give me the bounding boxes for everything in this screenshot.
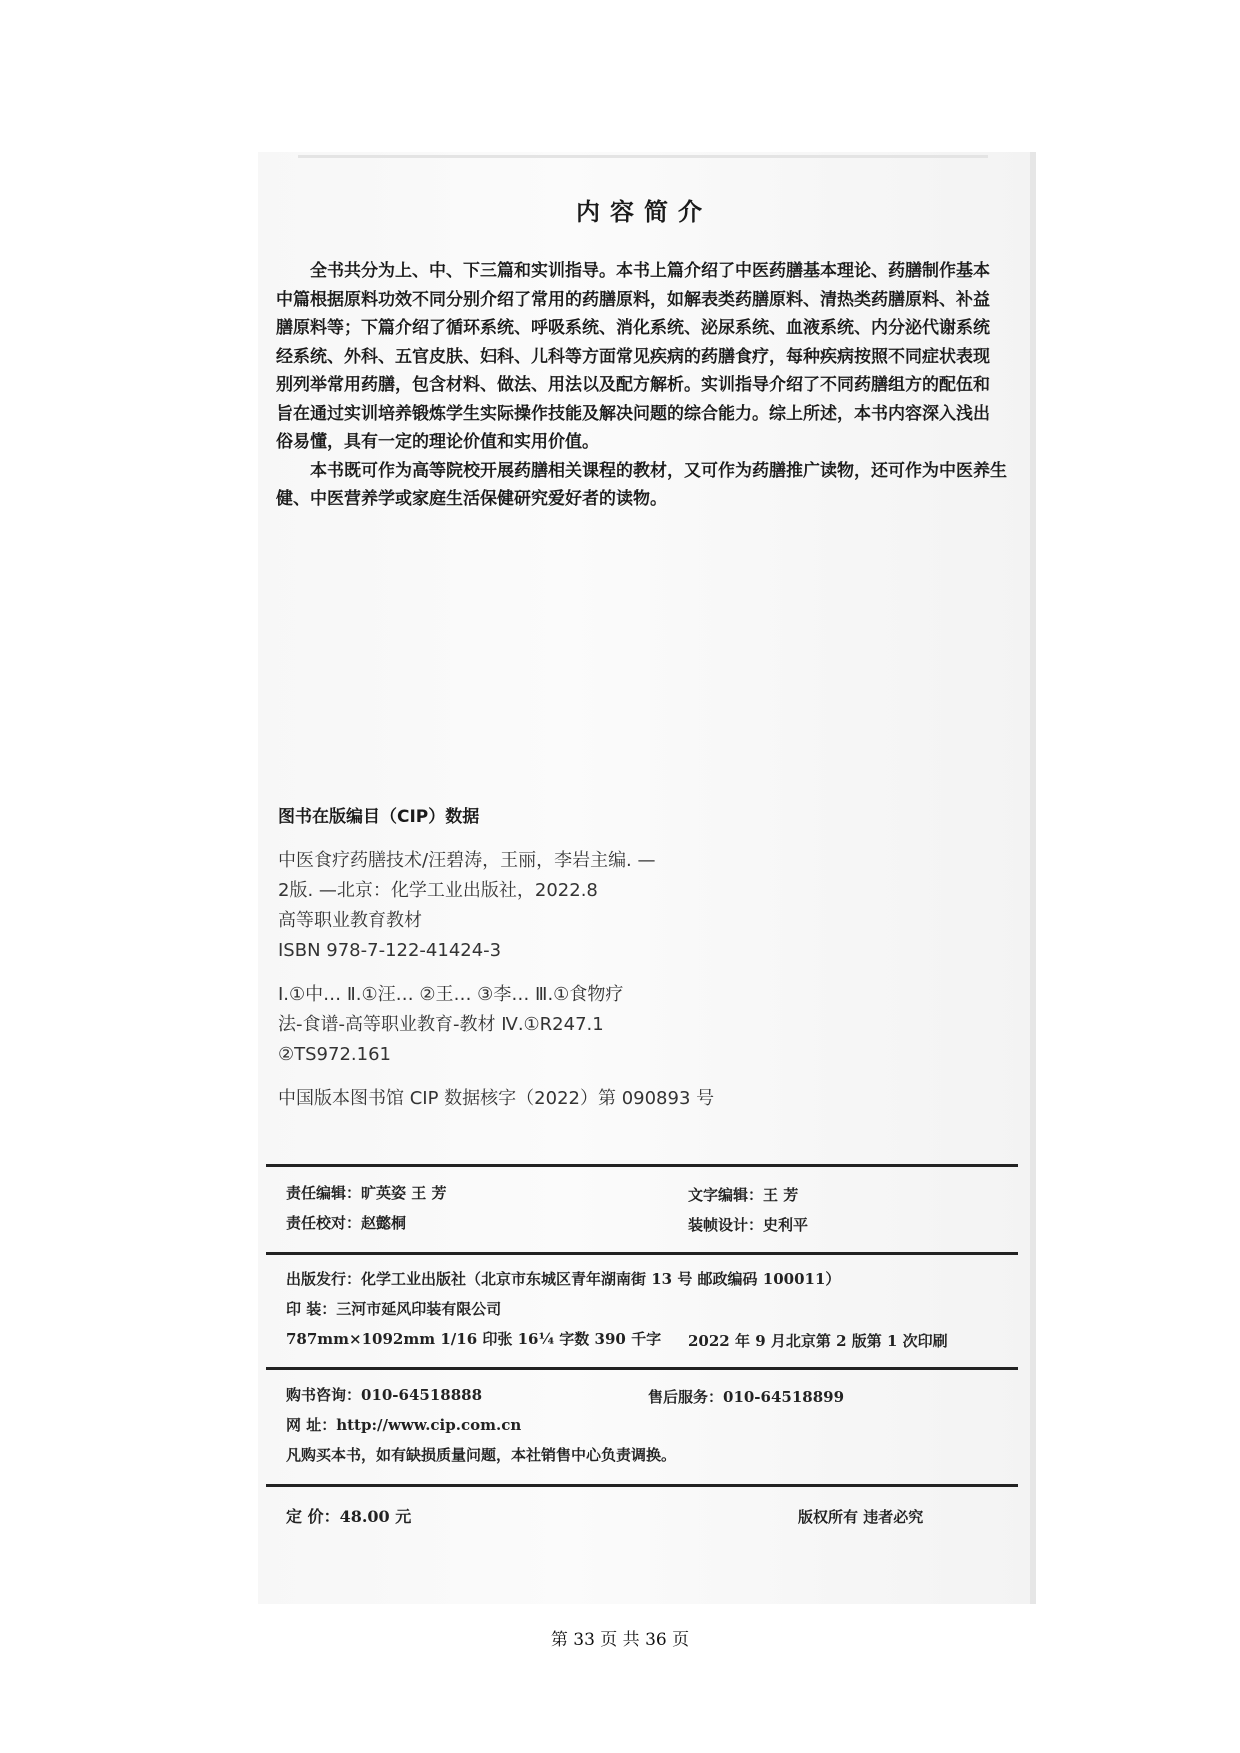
cip-spacer	[278, 1070, 714, 1084]
scanned-copyright-page	[258, 152, 1036, 1604]
printer: 印 装：三河市延风印装有限公司	[286, 1300, 502, 1318]
intro-body	[276, 257, 1036, 514]
cip-heading: 图书在版编目（CIP）数据	[278, 807, 480, 827]
publisher: 出版发行：化学工业出版社（北京市东城区青年湖南街 13 号 邮政编码 100011）	[286, 1270, 841, 1288]
intro-line: 俗易懂，具有一定的理论价值和实用价值。	[276, 432, 599, 452]
cip-line: ISBN 978-7-122-41424-3	[278, 940, 502, 961]
intro-line: 膳原料等；下篇介绍了循环系统、呼吸系统、消化系统、泌尿系统、血液系统、内分泌代谢系统	[276, 318, 990, 338]
proofreader: 责任校对：赵懿桐	[286, 1214, 407, 1232]
responsible-editor: 责任编辑：旷英姿 王 芳	[286, 1184, 447, 1202]
edition-info: 2022 年 9 月北京第 2 版第 1 次印刷	[688, 1332, 948, 1350]
cip-line: 法-食谱-高等职业教育-教材 Ⅳ.①R247.1	[278, 1014, 604, 1035]
scan-edge-line	[298, 155, 988, 158]
cip-line: 中国版本图书馆 CIP 数据核字（2022）第 090893 号	[278, 1088, 715, 1109]
intro-line: 中篇根据原料功效不同分别介绍了常用的药膳原料，如解表类药膳原料、清热类药膳原料、补益	[276, 289, 990, 310]
cip-line: 高等职业教育教材	[278, 910, 422, 931]
divider-rule	[266, 1164, 1018, 1167]
cip-line: 中医食疗药膳技术/汪碧涛，王丽，李岩主编. —	[278, 850, 656, 871]
cip-record	[278, 846, 714, 1114]
cip-line: 2版. —北京：化学工业出版社，2022.8	[278, 880, 598, 901]
intro-line: 健、中医营养学或家庭生活保健研究爱好者的读物。	[276, 489, 667, 509]
intro-title: 内容简介	[576, 197, 712, 226]
website: 网 址：http://www.cip.com.cn	[286, 1416, 522, 1434]
book-format: 787mm×1092mm 1/16 印张 16¼ 字数 390 千字	[286, 1330, 662, 1348]
divider-rule	[266, 1367, 1018, 1370]
copyright-notice: 版权所有 违者必究	[798, 1508, 924, 1526]
cover-designer: 装帧设计：史利平	[688, 1216, 809, 1234]
cip-line: ②TS972.161	[278, 1044, 391, 1065]
intro-line: 本书既可作为高等院校开展药膳相关课程的教材，又可作为药膳推广读物，还可作为中医养生	[310, 460, 1007, 481]
aftersales-hotline: 售后服务：010-64518899	[648, 1388, 845, 1406]
intro-line: 经系统、外科、五官皮肤、妇科、儿科等方面常见疾病的药膳食疗，每种疾病按照不同症状表现	[276, 346, 990, 367]
text-editor: 文字编辑：王 芳	[688, 1186, 799, 1204]
intro-line: 全书共分为上、中、下三篇和实训指导。本书上篇介绍了中医药膳基本理论、药膳制作基本	[310, 261, 990, 281]
page-counter: 第 33 页 共 36 页	[550, 1630, 690, 1650]
divider-rule	[266, 1484, 1018, 1487]
divider-rule	[266, 1252, 1018, 1255]
intro-line: 别列举常用药膳，包含材料、做法、用法以及配方解析。实训指导介绍了不同药膳组方的配伍和	[276, 375, 990, 395]
price: 定 价：48.00 元	[286, 1507, 412, 1526]
cip-spacer	[278, 966, 714, 980]
purchase-hotline: 购书咨询：010-64518888	[286, 1386, 483, 1404]
return-notice: 凡购买本书，如有缺损质量问题，本社销售中心负责调换。	[286, 1446, 677, 1464]
cip-line: Ⅰ.①中… Ⅱ.①汪… ②王… ③李… Ⅲ.①食物疗	[278, 984, 624, 1005]
intro-line: 旨在通过实训培养锻炼学生实际操作技能及解决问题的综合能力。综上所述，本书内容深入浅出	[276, 403, 990, 424]
